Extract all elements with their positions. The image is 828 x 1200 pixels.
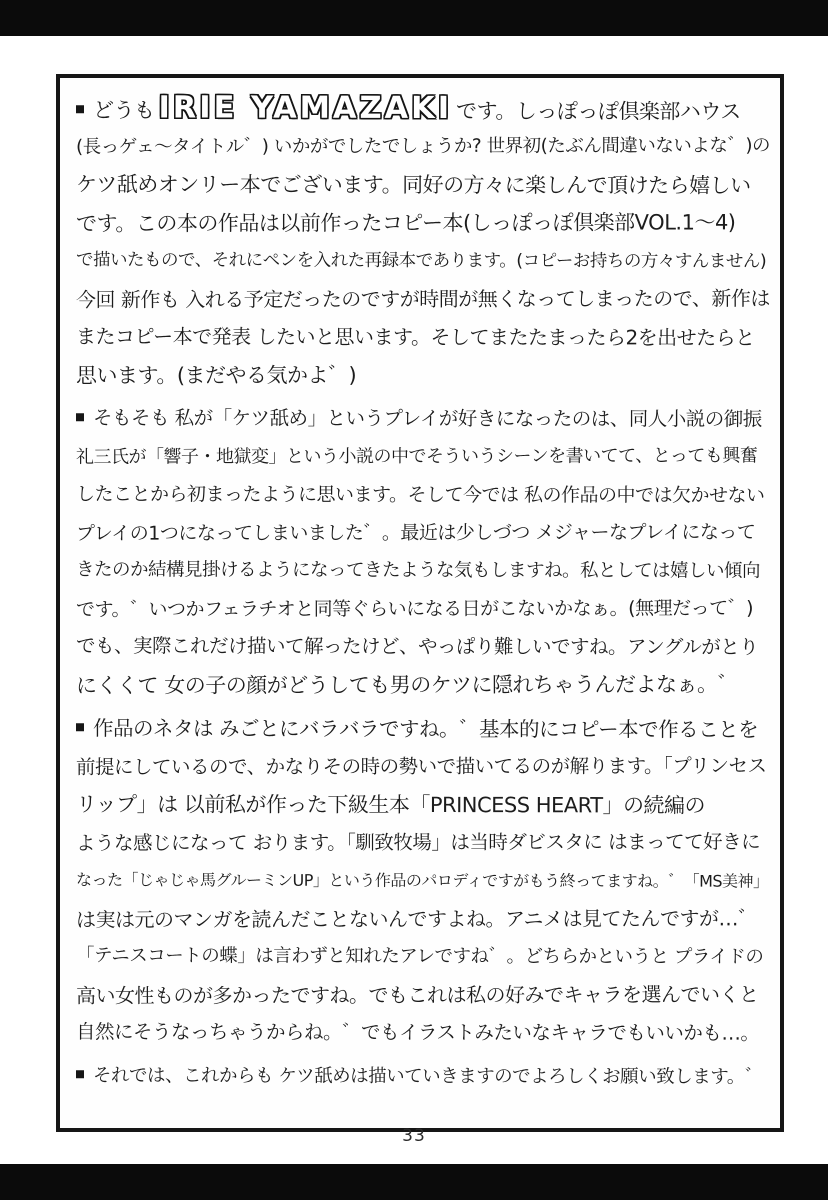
handwritten-line: 思います。(まだやる気かよ゛) — [75, 363, 357, 388]
paragraph-closing — [76, 1058, 770, 1096]
handwritten-line — [76, 1057, 770, 1096]
paragraph-intro — [76, 90, 770, 394]
bullet-square-icon — [76, 723, 84, 731]
handwritten-line — [76, 399, 770, 438]
line-text: そもそも 私が「ケツ舐め」というプレイが好きになったのは、同人小説の御振 — [92, 406, 762, 431]
bullet-square-icon — [76, 105, 84, 113]
bullet-square-icon — [76, 413, 84, 421]
handwritten-line: プレイの1つになってしまいました゛。最近は少しづつ メジャーなプレイになって — [75, 521, 756, 545]
handwritten-line: です。この本の作品は以前作ったコピー本(しっぽっぽ倶楽部VOL.1〜4) — [75, 210, 736, 236]
line-text: それでは、これからも ケツ舐めは描いていきますのでよろしくお願い致します。゛ — [92, 1065, 763, 1088]
intro-pre-text: どうも — [92, 98, 155, 123]
intro-post-text: です。しっぽっぽ倶楽部ハウス — [456, 99, 741, 124]
author-name: IRIE YAMAZAKI — [158, 90, 453, 127]
handwritten-line: 自然にそうなっちゃうからね。゛でもイラストみたいなキャラでもいいかも…。 — [75, 1020, 760, 1045]
handwritten-line: 高い女性ものが多かったですね。でもこれは私の好みでキャラを選んでいくと — [75, 982, 759, 1008]
paragraph-origin-story — [76, 400, 770, 704]
handwritten-line: で描いたもので、それにペンを入れた再録本であります。(コピーお持ちの方々すんません) — [75, 250, 767, 272]
handwritten-line: またコピー本で発表 したいと思います。そしてまたたまったら2を出せたらと — [75, 324, 755, 350]
scan-border-top — [0, 0, 828, 36]
line-text: 作品のネタは みごとにバラバラですね。゛基本的にコピー本で作ることを — [92, 716, 759, 742]
handwritten-line: 今回 新作も 入れる予定だったのですが時間が無くなってしまったので、新作は — [75, 286, 770, 312]
handwritten-line: リップ」は 以前私が作った下級生本「PRINCESS HEART」の続編の — [75, 792, 706, 818]
handwritten-line — [76, 709, 770, 748]
handwritten-line: です。゛いつかフェラチオと同等ぐらいになる日がこないかなぁ。(無理だって゛) — [75, 597, 754, 621]
bullet-square-icon — [76, 1070, 84, 1078]
handwritten-line — [76, 89, 770, 128]
handwritten-line: きたのか結構見掛けるようになってきたような気もしますね。私としては嬉しい傾向 — [75, 559, 761, 582]
handwritten-line: (長っゲェ〜タイトル゛) いかがでしたでしょうか? 世界初(たぶん間違いないよな゛)の — [75, 135, 771, 158]
handwritten-line: ケツ舐めオンリー本でございます。同好の方々に楽しんで頂けたら嬉しい — [75, 172, 751, 198]
handwritten-line: にくくて 女の子の顔がどうしても男のケツに隠れちゃうんだよなぁ。゛ — [75, 672, 738, 698]
page-frame — [56, 74, 784, 1132]
handwritten-line: は実は元のマンガを読んだことないんですよね。アニメは見てたんですが…゛ — [75, 906, 758, 932]
handwritten-line: 礼三氏が「響子・地獄変」という小説の中でそういうシーンを書いてて、とっても興奮 — [75, 445, 758, 468]
handwritten-line: したことから初まったように思います。そして今では 私の作品の中では欠かせない — [75, 483, 765, 507]
handwritten-line: でも、実際これだけ描いて解ったけど、やっぱり難しいですね。アングルがとり — [75, 634, 759, 659]
page-number: 33 — [402, 1126, 426, 1146]
handwritten-line: なった「じゃじゃ馬グルーミンUP」という作品のパロディですがもう終ってますね。゛「MS美神」 — [75, 870, 769, 891]
handwritten-line: 「テニスコートの蝶」は言わずと知れたアレですね゛。どちらかというと プライドの — [75, 945, 764, 968]
handwritten-line: 前提にしているので、かなりその時の勢いで描いてるのが解ります。「プリンセス — [75, 754, 767, 779]
scan-border-bottom — [0, 1164, 828, 1200]
handwritten-line: ような感じになって おります。「馴致牧場」は当時ダビスタに はまってて好きに — [75, 830, 761, 855]
paragraph-works-notes — [76, 710, 770, 1052]
